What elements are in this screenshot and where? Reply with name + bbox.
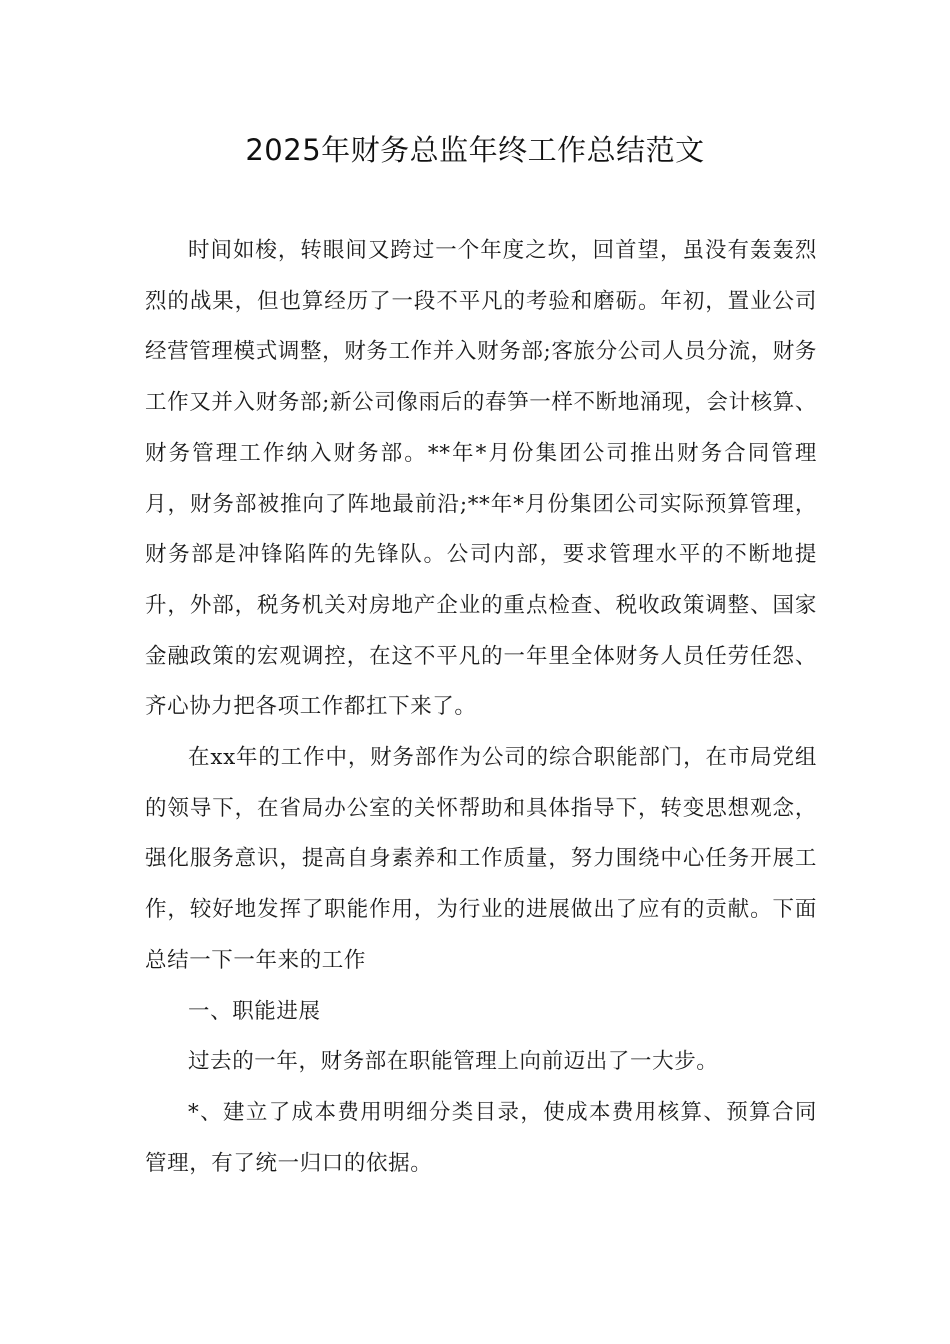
section-heading-function-progress: 一、职能进展 [188,998,321,1024]
document-body [145,226,817,1189]
paragraph-progress-summary: 过去的一年，财务部在职能管理上向前迈出了一大步。 [188,1049,719,1075]
paragraph-intro: 时间如梭，转眼间又跨过一个年度之坎，回首望，虽没有轰轰烈烈的战果，但也算经历了一段不平凡的考验和磨砺。年初，置业公司经营管理模式调整，财务工作并入财务部;客旅分公司人员分流，财务工作又并入财务部;新公司像雨后的春笋一样不断地涌现，会计核算、财务管理工作纳入财务部。**年*月份集团公司推出财务合同管理月，财务部被推向了阵地最前沿;**年*月份集团公司实际预算管理，财务部是冲锋陷阵的先锋队。公司内部，要求管理水平的不断地提升，外部，税务机关对房地产企业的重点检查、税收政策调整、国家金融政策的宏观调控，在这不平凡的一年里全体财务人员任劳任怨、齐心协力把各项工作都扛下来了。 [145,238,817,720]
document-title: 2025年财务总监年终工作总结范文 [245,133,705,167]
paragraph-overview: 在xx年的工作中，财务部作为公司的综合职能部门，在市局党组的领导下，在省局办公室的关怀帮助和具体指导下，转变思想观念，强化服务意识，提高自身素养和工作质量，努力围绕中心任务开展工作，较好地发挥了职能作用，为行业的进展做出了应有的贡献。下面总结一下一年来的工作 [145,745,817,973]
paragraph-cost-catalog: *、建立了成本费用明细分类目录，使成本费用核算、预算合同管理，有了统一归口的依据。 [145,1099,817,1176]
